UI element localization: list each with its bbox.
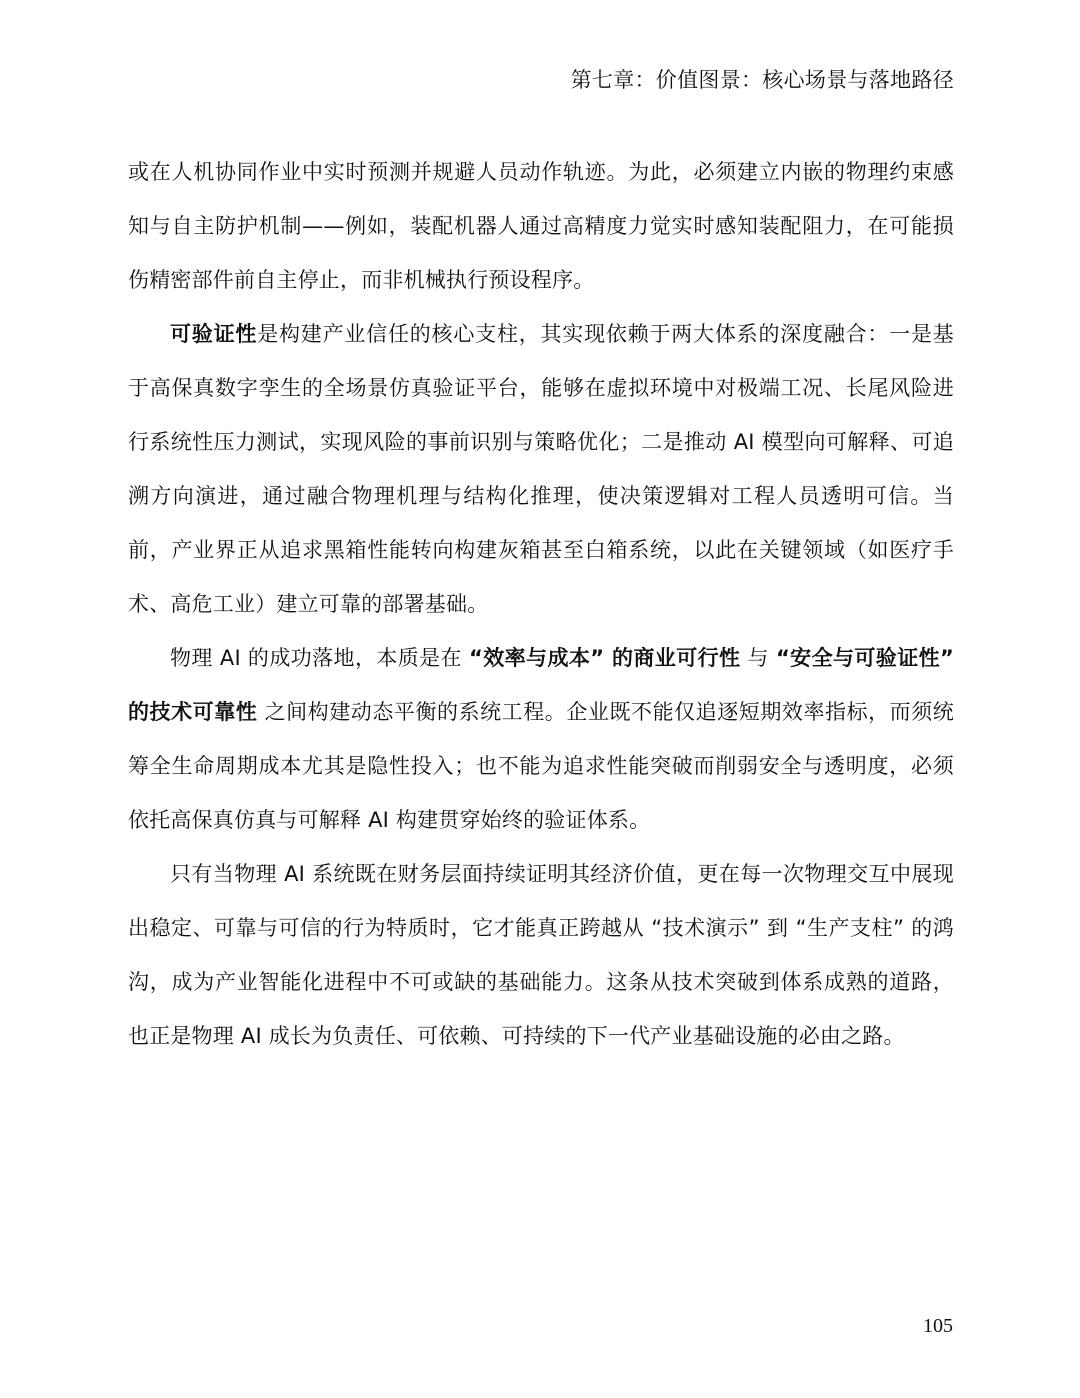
paragraph-text: 或在人机协同作业中实时预测并规避人员动作轨迹。为此，必须建立内嵌的物理约束感知与自主防护机制——例如，装配机器人通过高精度力觉实时感知装配阻力，在可能损伤精密部件前自主停止，而非机械执行预设程序。 bbox=[128, 160, 954, 292]
paragraph-text: 只有当物理 AI 系统既在财务层面持续证明其经济价值，更在每一次物理交互中展现出稳定、可靠与可信的行为特质时，它才能真正跨越从 “技术演示” 到 “生产支柱” 的鸿沟，成为产业智能化进程中不可或缺的基础能力。这条从技术突破到体系成熟的道路，也正是物理 AI 成长为负责任、可依赖、可持续的下一代产业基础设施的必由之路。 bbox=[128, 862, 954, 1048]
paragraph-text: 是构建产业信任的核心支柱，其实现依赖于两大体系的深度融合：一是基于高保真数字孪生的全场景仿真验证平台，能够在虚拟环境中对极端工况、长尾风险进行系统性压力测试，实现风险的事前识别与策略优化；二是推动 AI 模型向可解释、可追溯方向演进，通过融合物理机理与结构化推理，使决策逻辑对工程人员透明可信。当前，产业界正从追求黑箱性能转向构建灰箱甚至白箱系统，以此在关键领域（如医疗手术、高危工业）建立可靠的部署基础。 bbox=[128, 322, 954, 616]
paragraph-continuation bbox=[128, 145, 954, 307]
running-header: 第七章：价值图景：核心场景与落地路径 bbox=[570, 68, 954, 92]
bold-term: 可验证性 bbox=[170, 322, 258, 346]
paragraph-text: 之间构建动态平衡的系统工程。企业既不能仅追逐短期效率指标，而须统筹全生命周期成本尤其是隐性投入；也不能为追求性能突破而削弱安全与透明度，必须依托高保真仿真与可解释 AI 构建贯穿始终的验证体系。 bbox=[128, 700, 954, 832]
body-text bbox=[128, 145, 954, 1063]
bold-phrase-commercial: “效率与成本” 的商业可行性 bbox=[469, 646, 741, 670]
paragraph-verifiability bbox=[128, 307, 954, 631]
paragraph-text: 与 bbox=[740, 646, 776, 670]
paragraph-balance bbox=[128, 631, 954, 847]
page-number: 105 bbox=[923, 1315, 953, 1337]
bold-phrase-technical: “安全与可验证性” 的技术可靠性 bbox=[128, 646, 954, 724]
paragraph-conclusion bbox=[128, 847, 954, 1063]
paragraph-text: 物理 AI 的成功落地，本质是在 bbox=[170, 646, 470, 670]
